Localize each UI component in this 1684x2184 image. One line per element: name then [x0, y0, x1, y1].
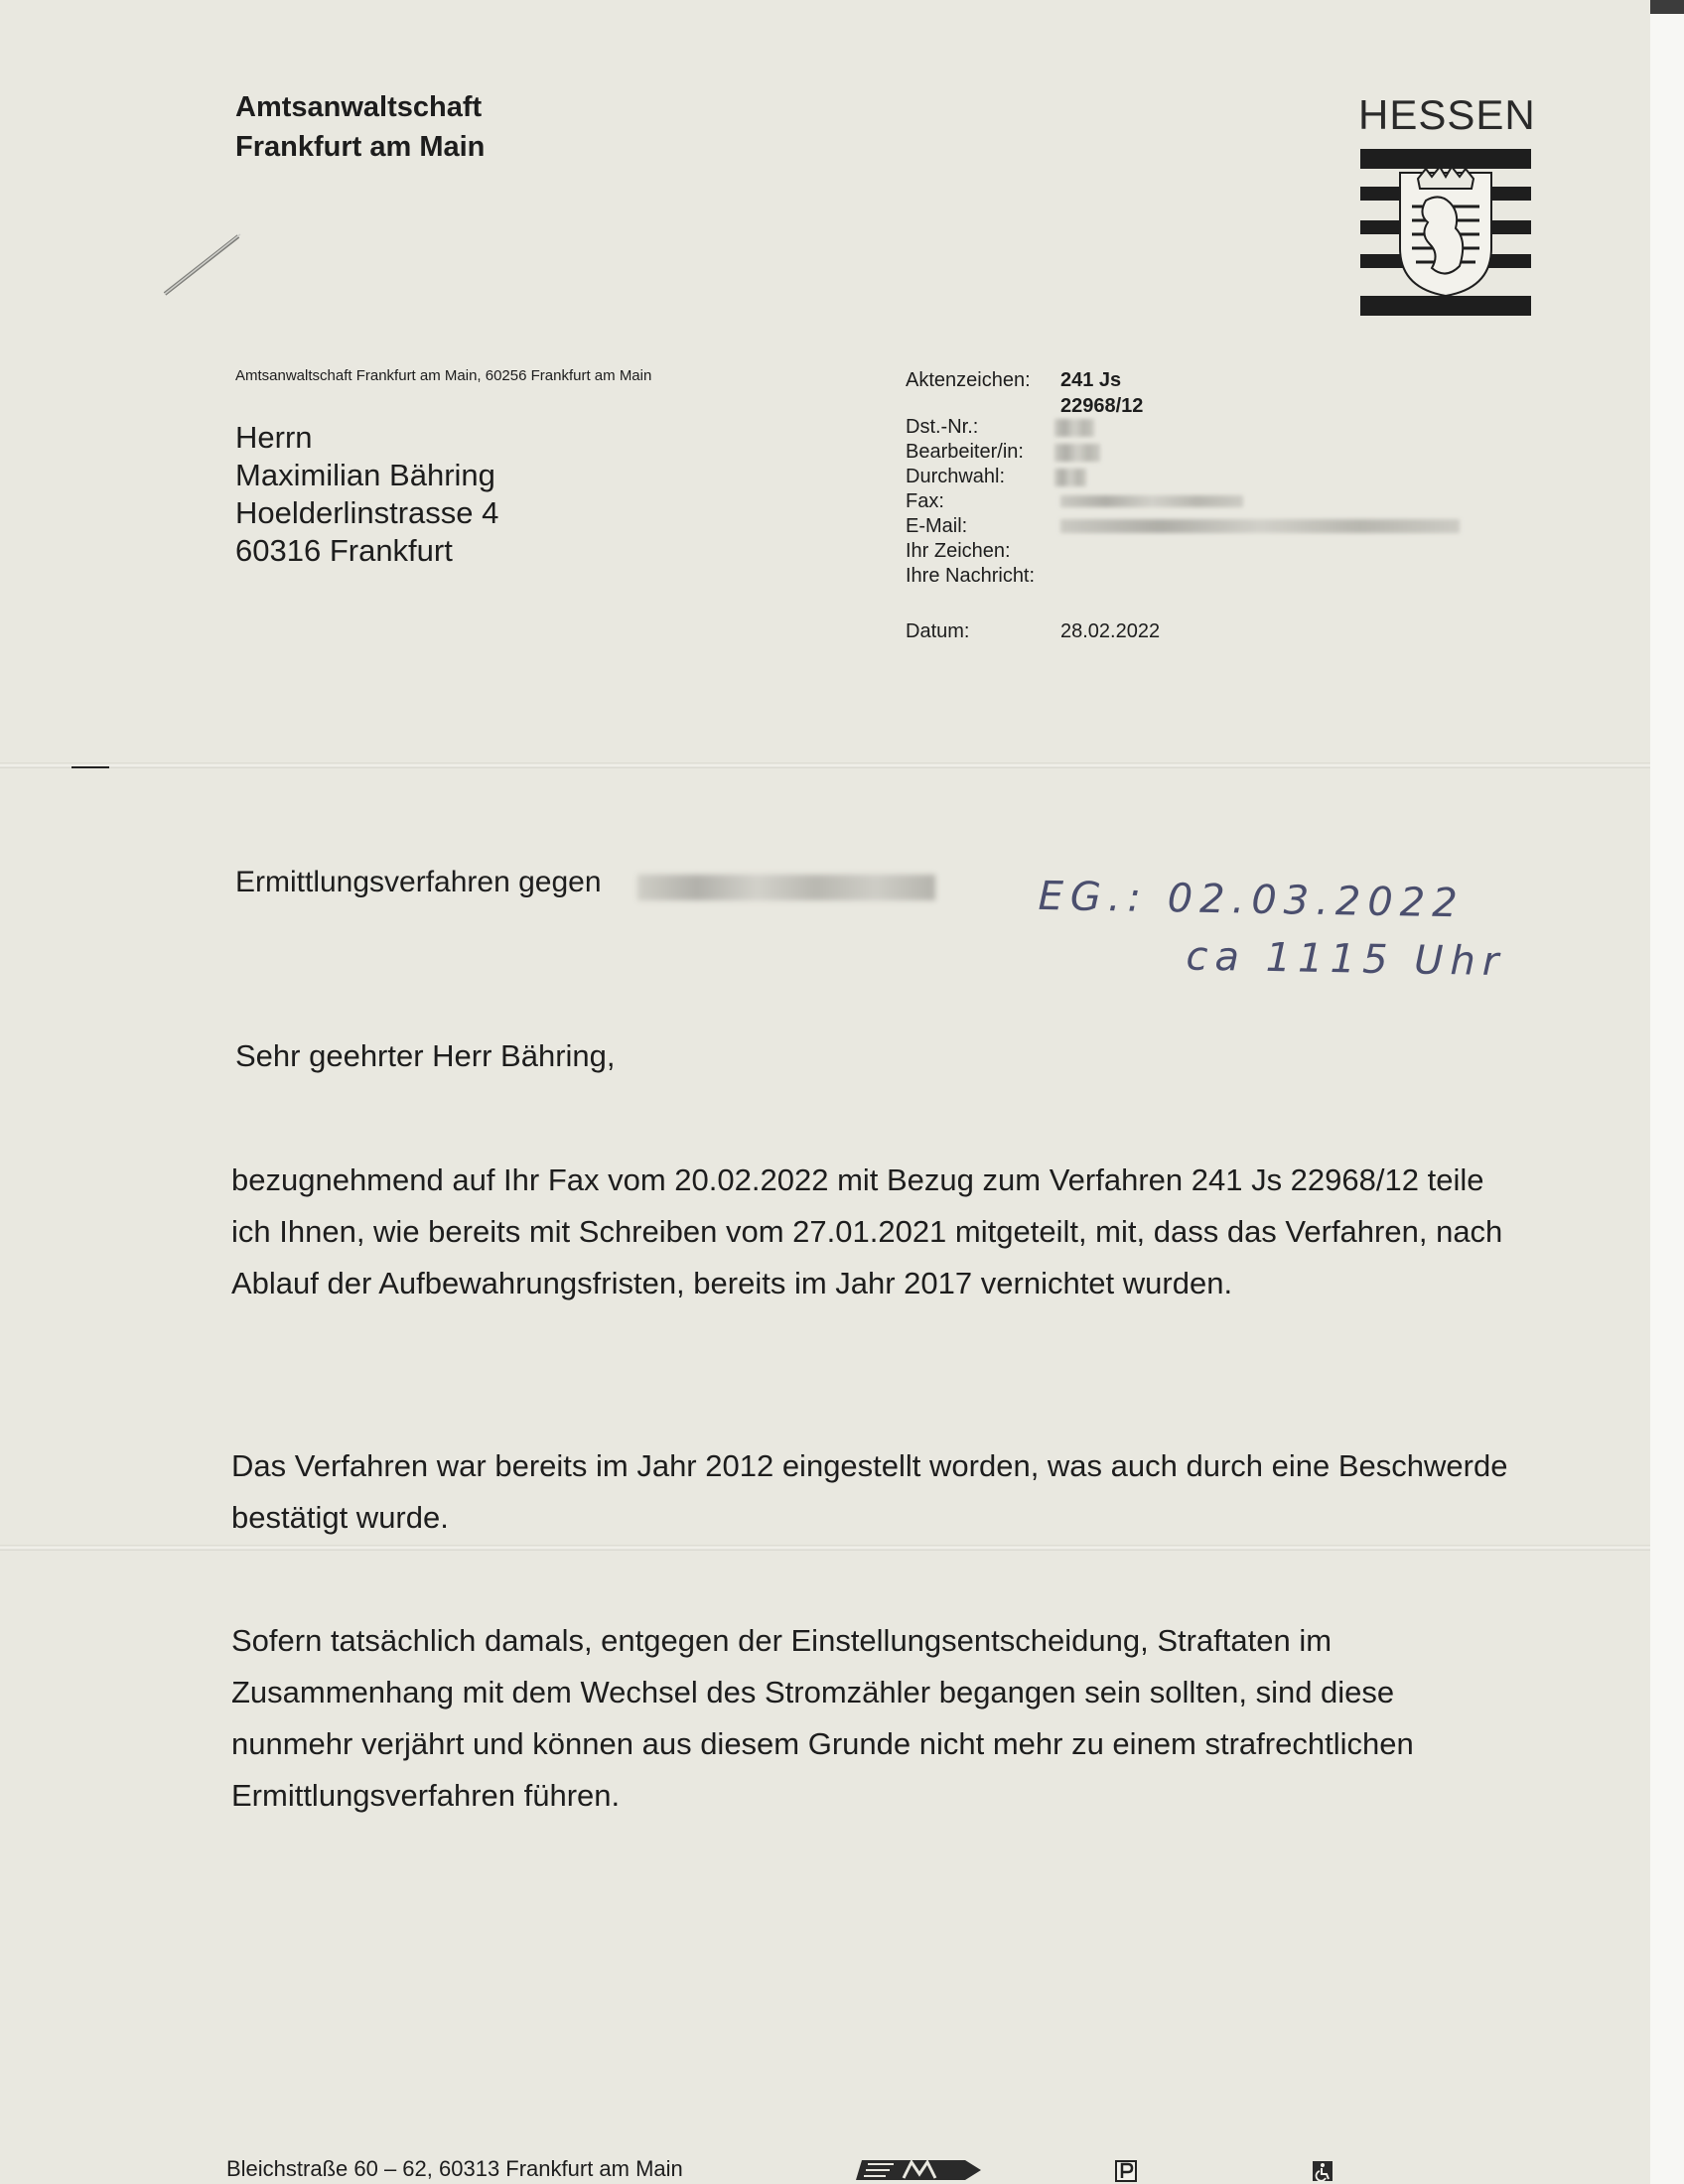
ihr-zeichen-row: Ihr Zeichen: [906, 540, 1011, 562]
footer-address: Bleichstraße 60 – 62, 60313 Frankfurt am Main [226, 2156, 683, 2181]
authority-name: Amtsanwaltschaft Frankfurt am Main [235, 91, 486, 163]
paper-fold [0, 1545, 1650, 1551]
redacted-value [1054, 469, 1086, 486]
wheelchair-icon [1312, 2160, 1333, 2182]
handwritten-note: EG.: 02.03.2022 ca 1115 Uhr [1038, 873, 1506, 986]
recipient-salutation: Herrn [235, 420, 313, 455]
body-paragraph-1: bezugnehmend auf Ihr Fax vom 20.02.2022 mit Bezug zum Verfahren 241 Js 22968/12 teile ich Ihnen, wie bereits mit Schreiben vom 27.01.2021 mitgeteilt, mit, dass das Verfahren, nach Ablauf der Aufbewahrungsfristen, bereits im Jahr 2017 vernichtet wurden. [231, 1162, 1503, 1300]
datum-row: Datum: 28.02.2022 [906, 620, 1161, 642]
state-name: HESSEN [1358, 91, 1536, 138]
body-paragraph-2: Das Verfahren war bereits im Jahr 2012 eingestellt worden, was auch durch eine Beschwerde bestätigt wurde. [231, 1448, 1508, 1535]
redacted-value [1060, 495, 1243, 507]
redacted-value [1054, 419, 1094, 437]
sender-line: Amtsanwaltschaft Frankfurt am Main, 60256 Frankfurt am Main [235, 367, 652, 384]
staple-icon [159, 228, 248, 308]
reference-block [906, 367, 1161, 644]
email-row: E-Mail: [906, 514, 1060, 539]
ihre-nachricht-row: Ihre Nachricht: [906, 565, 1036, 587]
redacted-name [637, 875, 935, 900]
fold-mark [71, 766, 109, 768]
subject-line: Ermittlungsverfahren gegen [235, 866, 602, 898]
bearbeiter-row: Bearbeiter/in: [906, 440, 1060, 465]
letter-salutation: Sehr geehrter Herr Bähring, [235, 1038, 616, 1073]
scan-shadow [1650, 0, 1684, 14]
fmv-logo-icon [854, 2158, 983, 2182]
durchwahl-row: Durchwahl: [906, 465, 1060, 489]
fax-row: Fax: [906, 489, 1060, 514]
paper-fold [0, 762, 1650, 768]
scan-edge [1650, 0, 1684, 2184]
recipient-address [235, 419, 498, 570]
redacted-value [1060, 519, 1460, 533]
aktenzeichen-row: Aktenzeichen: 241 Js 22968/12 [906, 369, 1144, 417]
recipient-city: 60316 Frankfurt [235, 533, 453, 568]
dst-row: Dst.-Nr.: [906, 415, 1060, 440]
aktenzeichen-value: 241 Js 22968/12 [1060, 369, 1144, 417]
datum-value: 28.02.2022 [1060, 620, 1161, 642]
redacted-value [1054, 444, 1100, 462]
body-paragraph-3: Sofern tatsächlich damals, entgegen der Einstellungsentscheidung, Straftaten im Zusammenhang mit dem Wechsel des Stromzähler begangen sein sollten, sind diese nunmehr verjährt und können aus diesem Grunde nicht mehr zu einem strafrechtlichen Ermittlungsverfahren führen. [231, 1623, 1414, 1813]
hessen-lion-crest-icon [1360, 149, 1531, 316]
recipient-street: Hoelderlinstrasse 4 [235, 495, 499, 530]
recipient-name: Maximilian Bähring [235, 458, 495, 492]
parking-icon [1115, 2160, 1137, 2182]
